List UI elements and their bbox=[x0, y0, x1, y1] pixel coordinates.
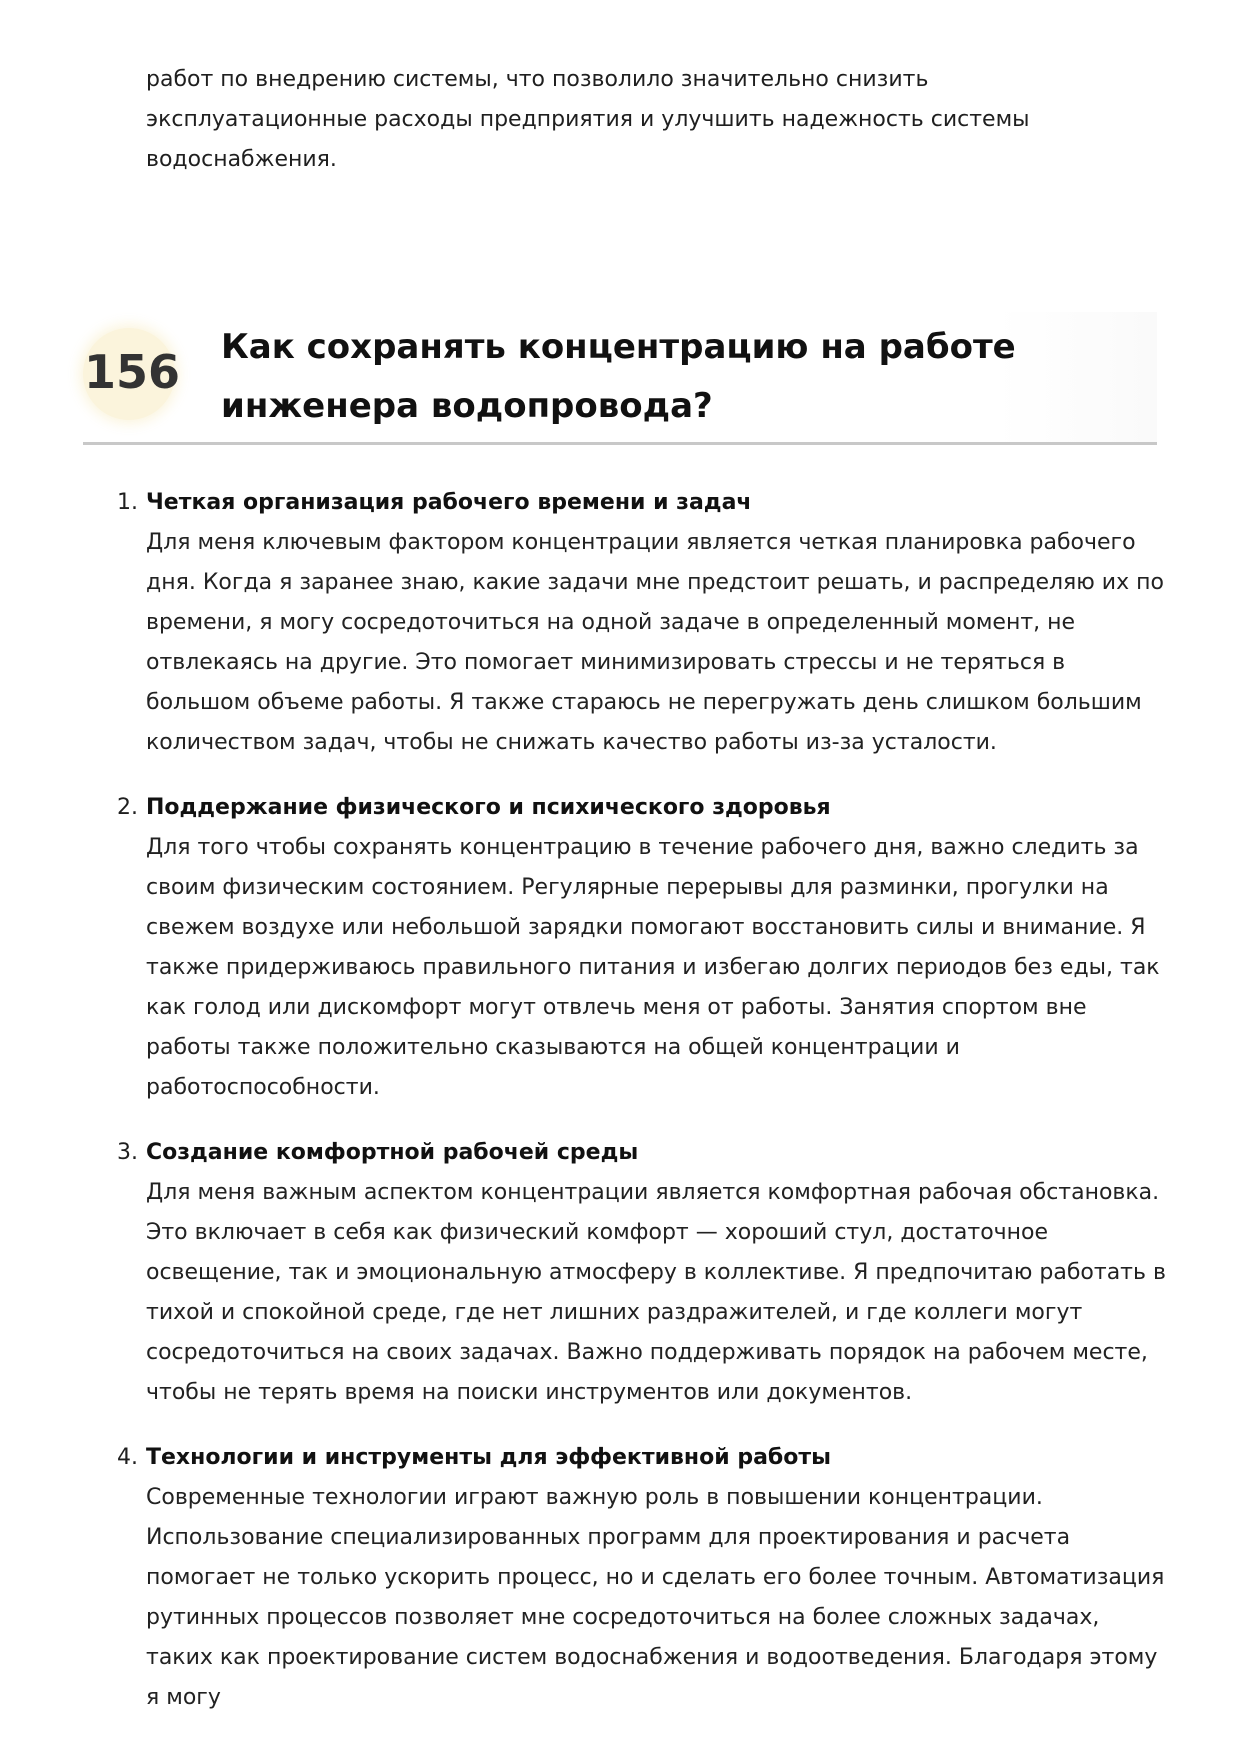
answer-item bbox=[110, 1133, 1170, 1413]
answer-item bbox=[110, 1438, 1170, 1718]
answer-item bbox=[110, 483, 1170, 763]
answer-list bbox=[110, 483, 1170, 1743]
answer-body: Для меня важным аспектом концентрации является комфортная рабочая обстановка. Это включает в себя как физический комфорт — хороший стул, достаточное освещение, так и эмоциональную атмосферу в коллективе. Я предпочитаю работать в тихой и спокойной среде, где нет лишних раздражителей, и где коллеги могут сосредоточиться на своих задачах. Важно поддерживать порядок на рабочем месте, чтобы не терять время на поиски инструментов или документов. bbox=[146, 1180, 1166, 1405]
question-header bbox=[83, 312, 1157, 445]
answer-body: Для меня ключевым фактором концентрации является четкая планировка рабочего дня. Когда я заранее знаю, какие задачи мне предстоит решать, и распределяю их по времени, я могу сосредоточиться на одной задаче в определенный момент, не отвлекаясь на другие. Это помогает минимизировать стрессы и не теряться в большом объеме работы. Я также стараюсь не перегружать день слишком большим количеством задач, чтобы не снижать качество работы из-за усталости. bbox=[146, 530, 1164, 755]
question-title: Как сохранять концентрацию на работе инженера водопровода? bbox=[221, 327, 1016, 426]
answer-number: 2. bbox=[117, 795, 138, 820]
answer-number: 4. bbox=[117, 1445, 138, 1470]
answer-body: Для того чтобы сохранять концентрацию в течение рабочего дня, важно следить за своим физическим состоянием. Регулярные перерывы для разминки, прогулки на свежем воздухе или небольшой зарядки помогают восстановить силы и внимание. Я также придерживаюсь правильного питания и избегаю долгих периодов без еды, так как голод или дискомфорт могут отвлечь меня от работы. Занятия спортом вне работы также положительно сказываются на общей концентрации и работоспособности. bbox=[146, 835, 1160, 1100]
answer-heading: Четкая организация рабочего времени и задач bbox=[146, 490, 752, 515]
question-number: 156 bbox=[83, 345, 181, 399]
answer-body: Современные технологии играют важную роль в повышении концентрации. Использование специализированных программ для проектирования и расчета помогает не только ускорить процесс, но и сделать его более точным. Автоматизация рутинных процессов позволяет мне сосредоточиться на более сложных задачах, таких как проектирование систем водоснабжения и водоотведения. Благодаря этому я могу bbox=[146, 1485, 1165, 1710]
answer-heading: Поддержание физического и психического здоровья bbox=[146, 795, 831, 820]
answer-number: 1. bbox=[117, 490, 138, 515]
answer-heading: Создание комфортной рабочей среды bbox=[146, 1140, 639, 1165]
intro-text: работ по внедрению системы, что позволило значительно снизить эксплуатационные расходы предприятия и улучшить надежность системы водоснабжения. bbox=[146, 67, 1030, 172]
answer-number: 3. bbox=[117, 1140, 138, 1165]
answer-heading: Технологии и инструменты для эффективной работы bbox=[146, 1445, 832, 1470]
intro-paragraph bbox=[146, 60, 1156, 180]
answer-item bbox=[110, 788, 1170, 1108]
